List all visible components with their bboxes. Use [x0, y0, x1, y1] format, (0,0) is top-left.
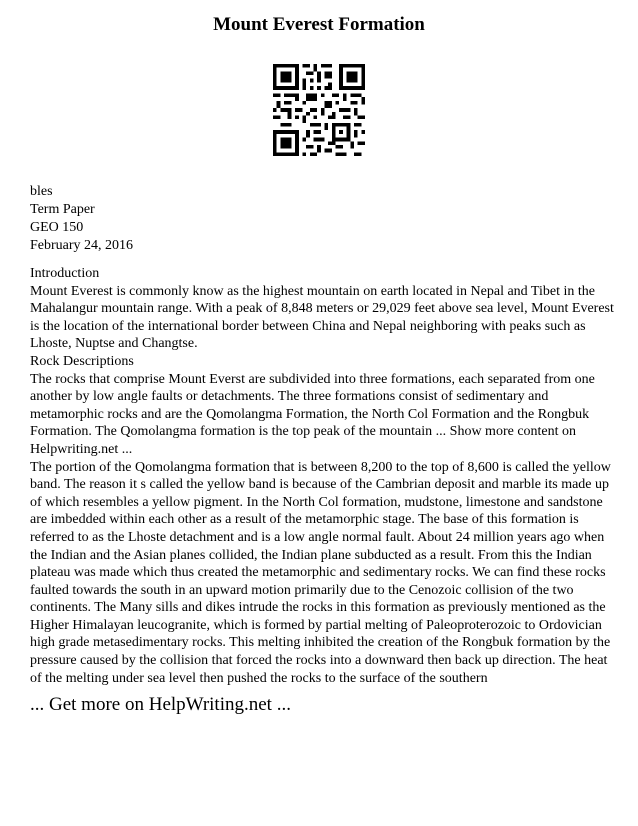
- document-date: February 24, 2016: [30, 238, 134, 253]
- rock-descriptions-heading: Rock Descriptions: [30, 353, 134, 369]
- document-meta: [30, 183, 133, 255]
- rock-descriptions-paragraph-2: The portion of the Qomolangma formation that is between 8,200 to the top of 8,600 is called the yellow band. The reason it s called the yellow band is because of the Cambrian deposit and marble its made up of which resembles a yellow pigment. In the North Col formation, mudstone, limestone and sandstone are imbedded within each other as a result of the metamorphic stage. The base of this formation is referred to as the Lhoste detachment and is a low angle normal fault. About 24 million years ago when the Indian and the Asian planes collided, the Indian plane subducted as a result. From this the Indian plateau was made which thus created the metamorphic and sedimentary rocks. We can find these rocks faulted towards the south in an upward motion primarily due to the Cenozoic collision of the two continents. The Many sills and dikes intrude the rocks in this formation as previously mentioned as the Higher Himalayan leucogranite, which is formed by partial melting of Paleoproterozoic to Ordovician high grade metasedimentary rocks. This melting inhibited the creation of the Rongbuk formation by the pressure caused by the collision that forced the rocks into a downward then back up direction. The heat of the melting under sea level then pushed the rocks to the surface of the southern: [30, 459, 611, 686]
- rock-descriptions-paragraph-1: The rocks that comprise Mount Everst are subdivided into three formations, each separated from one another by low angle faults or detachments. The three formations consist of sedimentary and metamorphic rocks and are the Qomolangma Formation, the North Col Formation and the Rongbuk Formation. The Qomolangma formation is the top peak of the mountain ... Show more content on Helpwriting.net ...: [30, 371, 595, 457]
- qr-code-icon: [273, 64, 365, 156]
- introduction-heading: Introduction: [30, 266, 100, 281]
- get-more-link[interactable]: ... Get more on HelpWriting.net ...: [30, 694, 291, 715]
- introduction-paragraph: Mount Everest is commonly know as the highest mountain on earth located in Nepal and Tibet in the Mahalangur mountain range. With a peak of 8,848 meters or 29,029 feet above sea level, Mount Everest is the location of the international border between China and Nepal neighboring with peaks such as Lhoste, Nuptse and Changtse.: [30, 283, 614, 352]
- course-code: GEO 150: [30, 220, 84, 235]
- document-body: [30, 265, 614, 687]
- page-title: Mount Everest Formation: [213, 14, 425, 35]
- document-type: Term Paper: [30, 202, 95, 217]
- author-name: bles: [30, 184, 53, 199]
